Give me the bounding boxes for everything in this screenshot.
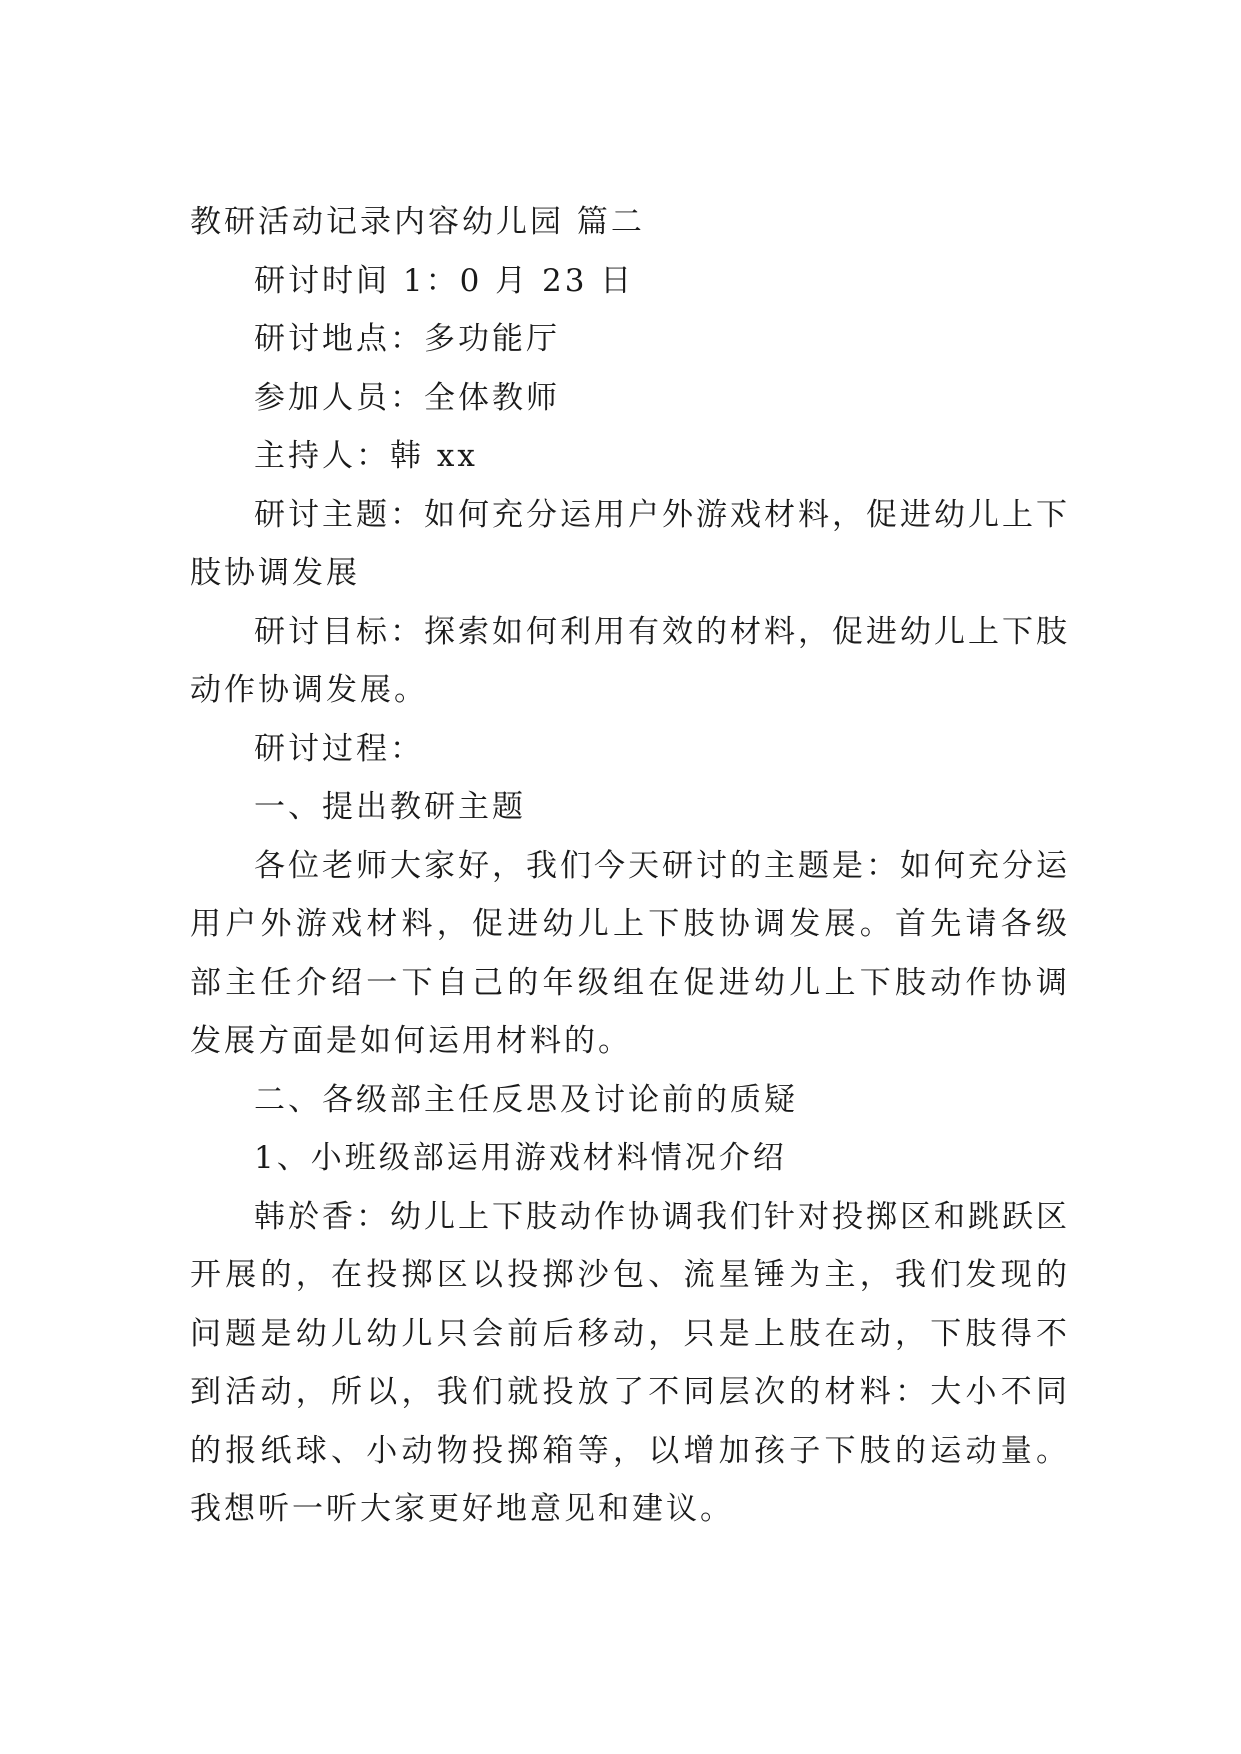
meeting-topic: 研讨主题：如何充分运用户外游戏材料，促进幼儿上下肢协调发展 [190, 496, 1070, 591]
speaker-paragraph: 韩於香：幼儿上下肢动作协调我们针对投掷区和跳跃区开展的，在投掷区以投掷沙包、流星锤为主，我们发现的问题是幼儿幼儿只会前后移动，只是上肢在动，下肢得不到活动，所以，我们就投放了不同层次的材料：大小不同的报纸球、小动物投掷箱等，以增加孩子下肢的运动量。我想听一听大家更好地意见和建议。 [190, 1198, 1070, 1527]
document-title: 教研活动记录内容幼儿园 篇二 [190, 204, 645, 240]
opening-paragraph: 各位老师大家好，我们今天研讨的主题是：如何充分运用户外游戏材料，促进幼儿上下肢协调发展。首先请各级部主任介绍一下自己的年级组在促进幼儿上下肢动作协调发展方面是如何运用材料的。 [190, 847, 1070, 1059]
section-one-heading: 一、提出教研主题 [254, 789, 526, 825]
meeting-location: 研讨地点：多功能厅 [254, 321, 560, 357]
meeting-time: 研讨时间 1：0 月 23 日 [254, 262, 635, 299]
subsection-heading: 1、小班级部运用游戏材料情况介绍 [254, 1140, 787, 1176]
participants: 参加人员：全体教师 [254, 379, 560, 416]
document-body [190, 193, 1070, 1539]
section-two-heading: 二、各级部主任反思及讨论前的质疑 [254, 1081, 798, 1118]
host: 主持人：韩 xx [254, 438, 478, 474]
meeting-goal: 研讨目标：探索如何利用有效的材料，促进幼儿上下肢动作协调发展。 [190, 613, 1070, 708]
process-heading: 研讨过程： [254, 730, 424, 767]
